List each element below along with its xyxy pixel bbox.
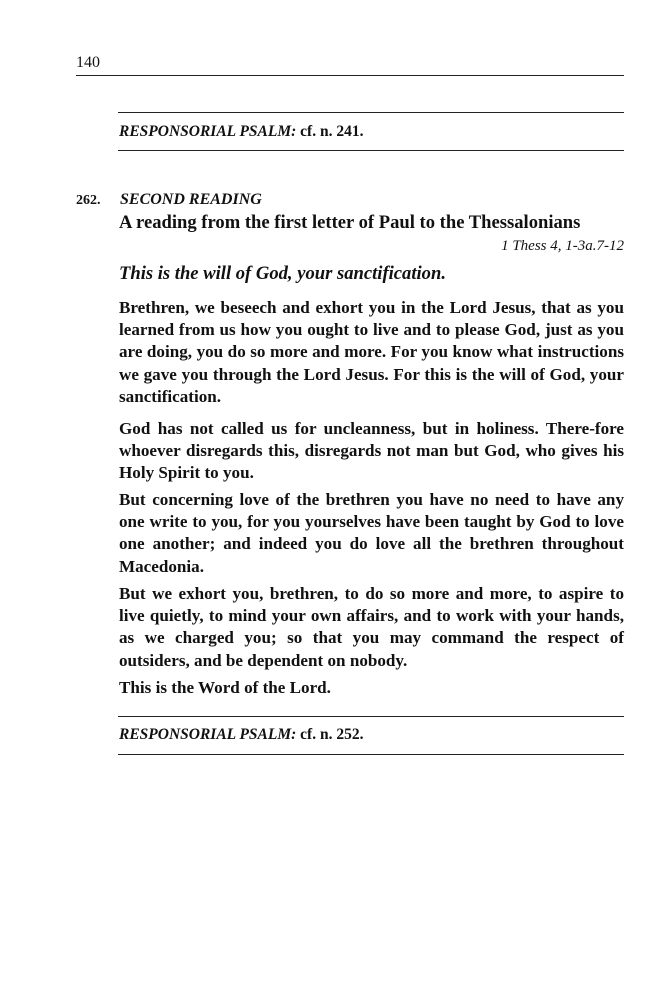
reading-citation: 1 Thess 4, 1-3a.7-12 — [501, 238, 624, 254]
responsorial-psalm-top — [119, 123, 363, 141]
page-number: 140 — [76, 54, 100, 71]
psalm-bottom-label: RESPONSORIAL PSALM: — [119, 726, 297, 743]
responsorial-psalm-bottom — [119, 726, 363, 744]
psalm-top-reference: cf. n. 241. — [300, 123, 364, 140]
reading-paragraph-2: God has not called us for uncleanness, but in holiness. There-fore whoever disregards this, disregards not man but God, who gives his Holy Spirit to you. — [119, 419, 624, 483]
reading-summary: This is the will of God, your sanctification. — [119, 263, 446, 284]
psalm-bottom-rule-upper — [118, 716, 624, 717]
reading-intro: A reading from the first letter of Paul to the Thessalonians — [119, 212, 581, 233]
reading-title: SECOND READING — [120, 191, 262, 208]
psalm-bottom-rule-lower — [118, 754, 624, 755]
reading-paragraph-4: But we exhort you, brethren, to do so more and more, to aspire to live quietly, to mind your own affairs, and to work with your hands, as we charged you; so that you may command the respect of outsiders, and be dependent on nobody. — [119, 584, 624, 670]
reading-paragraph-3: But concerning love of the brethren you have no need to have any one write to you, for you yourselves have been taught by God to love one another; and indeed you do love all the brethren throughout Macedonia. — [119, 490, 624, 576]
psalm-top-label: RESPONSORIAL PSALM: — [119, 123, 297, 140]
reading-closing: This is the Word of the Lord. — [119, 678, 331, 697]
header-rule — [76, 75, 624, 76]
psalm-bottom-reference: cf. n. 252. — [300, 726, 364, 743]
reading-paragraph-1: Brethren, we beseech and exhort you in the Lord Jesus, that as you learned from us how you ought to live and to please God, just as you are doing, you do so more and more. For you know what instructions we gave you through the Lord Jesus. For this is the will of God, your sanctification. — [119, 298, 624, 406]
psalm-top-rule-upper — [118, 112, 624, 113]
psalm-top-rule-lower — [118, 150, 624, 151]
reading-number: 262. — [76, 193, 101, 208]
